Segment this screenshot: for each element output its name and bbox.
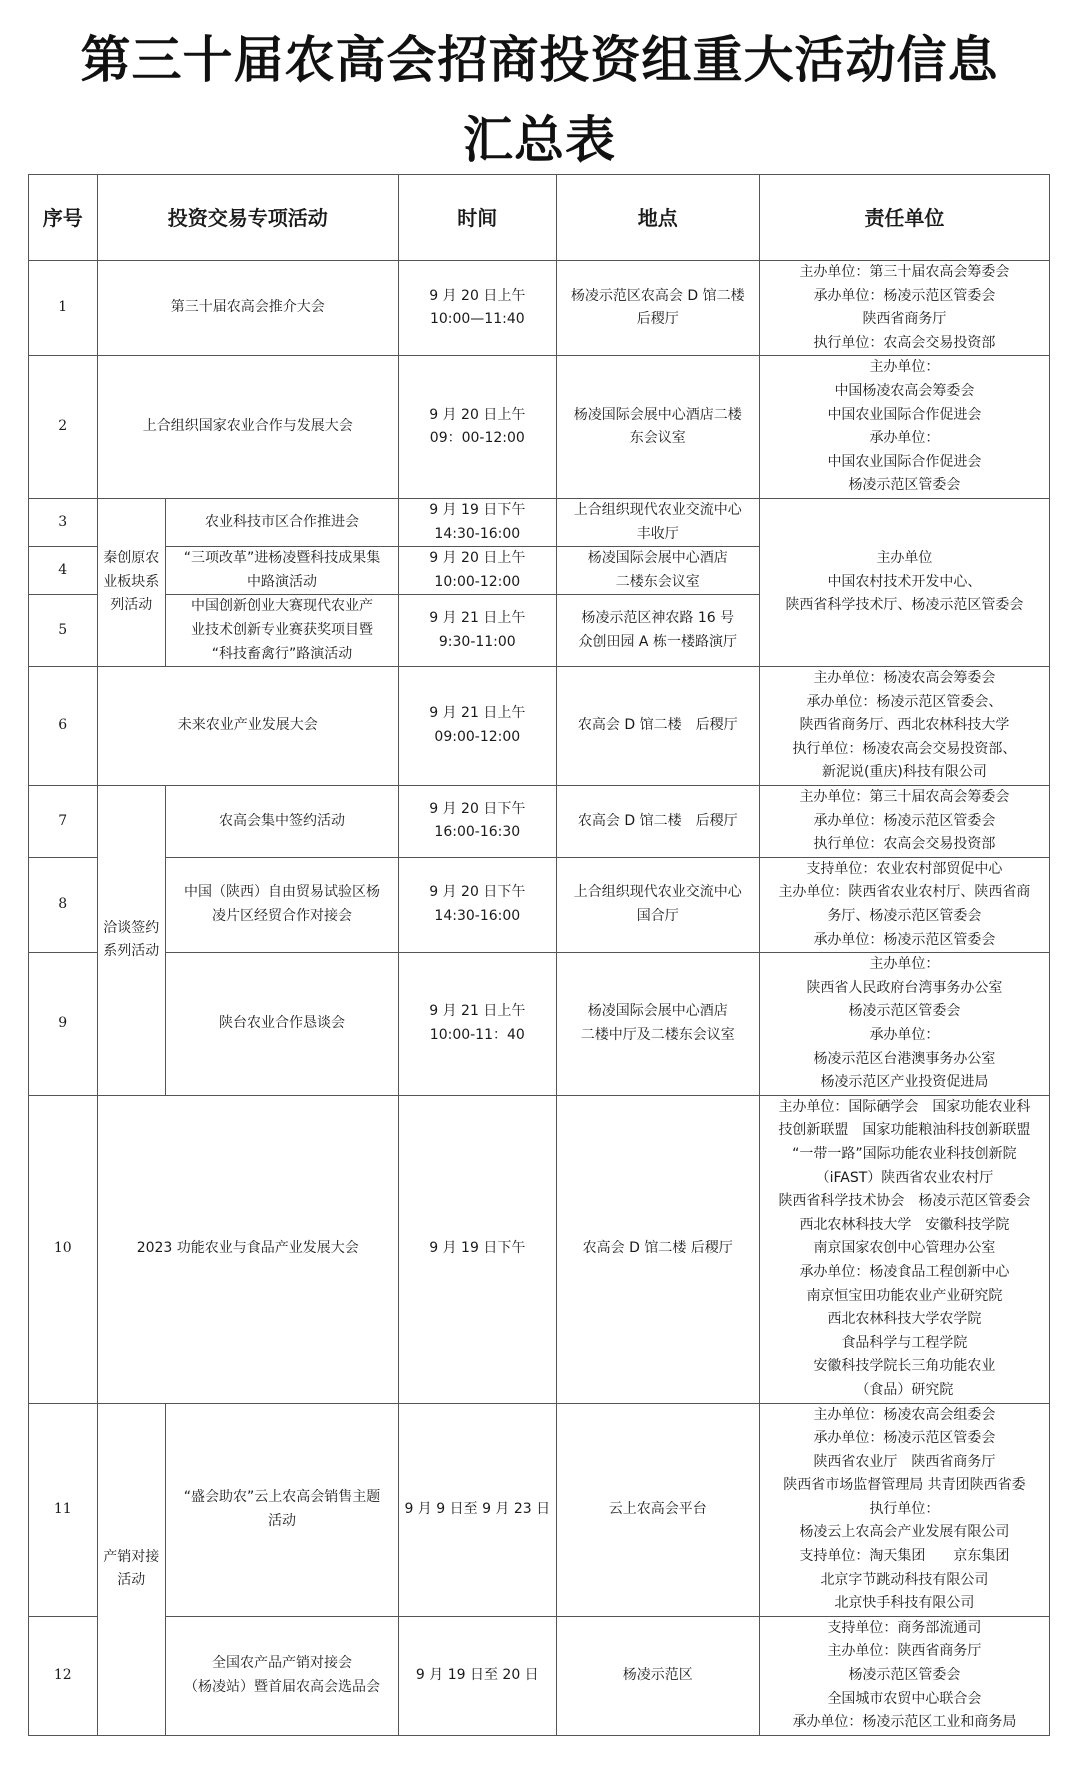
unit-line: 杨凌示范区产业投资促进局 <box>820 1074 989 1091</box>
responsible-units <box>759 1095 1049 1403</box>
activity-table <box>28 174 1050 1736</box>
place-line: 东会议室 <box>629 430 686 447</box>
activity-line: “盛会助农”云上农高会销售主题 <box>183 1489 381 1506</box>
activity-place <box>556 498 759 546</box>
unit-line: 执行单位：农高会交易投资部 <box>813 334 996 351</box>
row-number: 12 <box>29 1616 98 1735</box>
activity-time <box>399 261 557 356</box>
row-number: 5 <box>29 595 98 667</box>
unit-line: 主办单位：杨凌农高会筹委会 <box>813 670 996 687</box>
time-line: 10:00—11:40 <box>429 311 525 328</box>
group-label-line: 活动 <box>117 1572 146 1589</box>
activity-place <box>556 786 759 858</box>
place-line: 农高会 D 馆二楼 后稷厅 <box>582 1240 733 1257</box>
unit-line: 主办单位：陕西省商务厅 <box>827 1643 982 1660</box>
row-number: 2 <box>29 356 98 499</box>
table-row <box>29 498 1050 546</box>
activity-line: “科技畜禽行”路演活动 <box>211 645 353 662</box>
unit-line: 执行单位： <box>869 1500 940 1517</box>
header-place: 地点 <box>556 175 759 261</box>
unit-line: 南京恒宝田功能农业产业研究院 <box>806 1287 1003 1304</box>
activity-name <box>166 1403 399 1616</box>
time-line: 9 月 20 日上午 <box>429 287 526 304</box>
group-label <box>97 1403 166 1735</box>
activity-name: 未来农业产业发展大会 <box>97 667 398 786</box>
activity-name <box>166 786 399 858</box>
unit-line: 承办单位：杨凌示范区管委会 <box>813 287 996 304</box>
unit-line: 主办单位：第三十届农高会筹委会 <box>799 789 1010 806</box>
table-row <box>29 1095 1050 1403</box>
unit-line: 中国农业国际合作促进会 <box>827 453 982 470</box>
time-line: 10:00-11：40 <box>429 1027 525 1043</box>
activity-time <box>399 1403 557 1616</box>
unit-line: 支持单位：淘天集团 京东集团 <box>799 1548 1010 1565</box>
unit-line: 杨凌示范区管委会 <box>848 1667 961 1684</box>
time-line: 09：00-12:00 <box>429 430 525 447</box>
time-line: 9 月 19 日下午 <box>429 1240 526 1257</box>
activity-line: “三项改革”进杨凌暨科技成果集 <box>183 550 381 567</box>
unit-line: 西北农林科技大学 安徽科技学院 <box>799 1216 1010 1233</box>
unit-line: 主办单位： <box>869 956 940 973</box>
activity-place <box>556 1095 759 1403</box>
activity-line: 凌片区经贸合作对接会 <box>212 908 353 925</box>
responsible-units-shared <box>759 498 1049 666</box>
group-label-line: 秦创原农 <box>103 550 160 567</box>
time-line: 9 月 21 日上午 <box>429 1003 526 1020</box>
group-label-line: 列活动 <box>110 597 153 614</box>
table-row <box>29 786 1050 858</box>
activity-name <box>166 547 399 595</box>
time-line: 9 月 19 日至 20 日 <box>415 1667 539 1684</box>
time-line: 9:30-11:00 <box>438 633 516 650</box>
unit-line: 陕西省市场监督管理局 共青团陕西省委 <box>783 1477 1026 1494</box>
activity-place <box>556 1616 759 1735</box>
group-label-line: 产销对接 <box>103 1548 160 1565</box>
activity-line: 活动 <box>268 1512 297 1529</box>
unit-line: 承办单位：杨凌示范区管委会 <box>813 1430 996 1447</box>
unit-line: 承办单位： <box>869 430 940 447</box>
time-line: 9 月 9 日至 9 月 23 日 <box>404 1500 551 1517</box>
time-line: 9 月 21 日上午 <box>429 610 526 627</box>
unit-line: “一带一路”国际功能农业科技创新院 <box>792 1145 1017 1162</box>
unit-line: 杨凌示范区管委会 <box>848 1003 961 1020</box>
unit-line: 南京国家农创中心管理办公室 <box>813 1240 996 1257</box>
unit-line: 主办单位：国际硒学会 国家功能农业科 <box>778 1098 1031 1115</box>
page-title: 第三十届农高会招商投资组重大活动信息 <box>80 30 999 89</box>
activity-line: 农业科技市区合作推进会 <box>205 513 360 530</box>
unit-line: 安徽科技学院长三角功能农业 <box>813 1358 996 1375</box>
time-line: 16:00-16:30 <box>434 824 521 841</box>
unit-line: 中国农业国际合作促进会 <box>827 406 982 423</box>
place-line: 众创田园 A 栋一楼路演厅 <box>578 633 737 650</box>
time-line: 9 月 20 日下午 <box>429 884 526 901</box>
time-line: 09:00-12:00 <box>434 729 521 746</box>
place-line: 杨凌国际会展中心酒店 <box>587 550 728 567</box>
time-line: 9 月 20 日上午 <box>429 406 526 423</box>
group-label <box>97 786 166 1096</box>
table-row <box>29 1403 1050 1616</box>
responsible-units <box>759 786 1049 858</box>
unit-line: 支持单位：商务部流通司 <box>827 1619 982 1636</box>
place-line: 云上农高会平台 <box>608 1500 707 1517</box>
activity-place <box>556 356 759 499</box>
unit-line: 新泥说(重庆)科技有限公司 <box>821 764 987 781</box>
place-line: 杨凌示范区神农路 16 号 <box>581 610 735 627</box>
activity-name: 2023 功能农业与食品产业发展大会 <box>97 1095 398 1403</box>
place-line: 丰收厅 <box>636 525 679 542</box>
activity-time <box>399 1095 557 1403</box>
unit-line: 主办单位：杨凌农高会组委会 <box>813 1406 996 1423</box>
unit-line: 杨凌云上农高会产业发展有限公司 <box>799 1524 1010 1541</box>
activity-name: 第三十届农高会推介大会 <box>97 261 398 356</box>
unit-line: （iFAST）陕西省农业农村厅 <box>815 1169 994 1186</box>
row-number: 7 <box>29 786 98 858</box>
group-label-line: 业板块系 <box>103 573 160 590</box>
table-row <box>29 857 1050 952</box>
unit-line: 承办单位：杨凌食品工程创新中心 <box>799 1263 1010 1280</box>
unit-line: 杨凌示范区管委会 <box>848 477 961 494</box>
place-line: 杨凌示范区 <box>622 1667 693 1684</box>
activity-line: （杨凌站）暨首届农高会选品会 <box>184 1678 381 1695</box>
unit-line: 陕西省商务厅 <box>862 311 947 328</box>
activity-line: 业技术创新专业赛获奖项目暨 <box>191 621 374 638</box>
unit-line: （食品）研究院 <box>855 1381 954 1398</box>
group-label-line: 系列活动 <box>103 943 160 960</box>
responsible-units <box>759 1616 1049 1735</box>
activity-line: 陕台农业合作恳谈会 <box>219 1015 346 1032</box>
activity-name <box>166 953 399 1096</box>
time-line: 9 月 21 日上午 <box>429 705 526 722</box>
activity-place <box>556 261 759 356</box>
responsible-units <box>759 667 1049 786</box>
activity-place <box>556 953 759 1096</box>
activity-time <box>399 786 557 858</box>
activity-line: 全国农产品产销对接会 <box>212 1655 353 1672</box>
place-line: 国合厅 <box>636 908 679 925</box>
time-line: 14:30-16:00 <box>434 908 521 925</box>
activity-line: 中国创新创业大赛现代农业产 <box>191 598 374 615</box>
responsible-units <box>759 261 1049 356</box>
group-label-line: 洽谈签约 <box>103 919 160 936</box>
activity-place <box>556 667 759 786</box>
responsible-units <box>759 356 1049 499</box>
row-number: 1 <box>29 261 98 356</box>
group-label <box>97 498 166 666</box>
activity-place <box>556 857 759 952</box>
unit-line: 承办单位：杨凌示范区管委会 <box>813 812 996 829</box>
unit-line: 执行单位：杨凌农高会交易投资部、 <box>792 740 1017 757</box>
responsible-units <box>759 1403 1049 1616</box>
place-line: 农高会 D 馆二楼 后稷厅 <box>577 812 738 829</box>
responsible-units <box>759 857 1049 952</box>
row-number: 4 <box>29 547 98 595</box>
unit-line: 西北农林科技大学农学院 <box>827 1311 982 1328</box>
table-row <box>29 261 1050 356</box>
activity-time <box>399 547 557 595</box>
time-line: 10:00-12:00 <box>434 573 521 590</box>
place-line: 后稷厅 <box>636 311 679 328</box>
place-line: 杨凌国际会展中心酒店二楼 <box>573 406 742 423</box>
unit-line: 杨凌示范区台港澳事务办公室 <box>813 1050 996 1067</box>
activity-place <box>556 1403 759 1616</box>
time-line: 14:30-16:00 <box>434 525 521 542</box>
unit-line: 承办单位：杨凌示范区管委会 <box>813 931 996 948</box>
place-line: 杨凌国际会展中心酒店 <box>587 1003 728 1020</box>
header-no: 序号 <box>29 175 98 261</box>
place-line: 上合组织现代农业交流中心 <box>573 501 742 518</box>
time-line: 9 月 20 日下午 <box>429 800 526 817</box>
place-line: 杨凌示范区农高会 D 馆二楼 <box>570 287 745 304</box>
activity-name <box>166 857 399 952</box>
activity-time <box>399 857 557 952</box>
row-number: 9 <box>29 953 98 1096</box>
activity-name <box>166 595 399 667</box>
table-row <box>29 667 1050 786</box>
place-line: 上合组织现代农业交流中心 <box>573 884 742 901</box>
table-row <box>29 356 1050 499</box>
place-line: 农高会 D 馆二楼 后稷厅 <box>577 717 738 734</box>
unit-line: 执行单位：农高会交易投资部 <box>813 836 996 853</box>
unit-line: 中国杨凌农高会筹委会 <box>834 382 975 399</box>
activity-time <box>399 953 557 1096</box>
unit-line: 主办单位 <box>876 550 933 567</box>
header-row <box>29 175 1050 261</box>
unit-line: 陕西省农业厅 陕西省商务厅 <box>813 1453 996 1470</box>
activity-line: 中国（陕西）自由贸易试验区杨 <box>184 884 381 901</box>
table-row <box>29 1616 1050 1735</box>
unit-line: 陕西省科学技术协会 杨凌示范区管委会 <box>778 1193 1031 1210</box>
unit-line: 陕西省科学技术厅、杨凌示范区管委会 <box>785 597 1024 614</box>
responsible-units <box>759 953 1049 1096</box>
activity-name <box>166 1616 399 1735</box>
activity-time <box>399 498 557 546</box>
unit-line: 食品科学与工程学院 <box>841 1334 968 1351</box>
unit-line: 主办单位： <box>869 359 940 376</box>
header-unit: 责任单位 <box>759 175 1049 261</box>
unit-line: 陕西省人民政府台湾事务办公室 <box>806 979 1003 996</box>
activity-line: 农高会集中签约活动 <box>219 812 346 829</box>
unit-line: 北京快手科技有限公司 <box>834 1595 975 1612</box>
unit-line: 主办单位：陕西省农业农村厅、陕西省商 <box>778 884 1031 901</box>
activity-time <box>399 667 557 786</box>
time-line: 9 月 19 日下午 <box>429 501 526 518</box>
header-time: 时间 <box>399 175 557 261</box>
unit-line: 承办单位：杨凌示范区管委会、 <box>806 693 1003 710</box>
table-row <box>29 953 1050 1096</box>
unit-line: 全国城市农贸中心联合会 <box>827 1690 982 1707</box>
row-number: 8 <box>29 857 98 952</box>
unit-line: 承办单位： <box>869 1027 940 1043</box>
activity-time <box>399 595 557 667</box>
unit-line: 支持单位：农业农村部贸促中心 <box>806 860 1003 877</box>
row-number: 11 <box>29 1403 98 1616</box>
unit-line: 中国农村技术开发中心、 <box>827 573 982 590</box>
activity-place <box>556 595 759 667</box>
place-line: 二楼东会议室 <box>615 573 700 590</box>
header-activity: 投资交易专项活动 <box>97 175 398 261</box>
place-line: 二楼中厅及二楼东会议室 <box>580 1027 735 1043</box>
unit-line: 技创新联盟 国家功能粮油科技创新联盟 <box>778 1122 1031 1139</box>
unit-line: 务厅、杨凌示范区管委会 <box>827 908 982 925</box>
row-number: 3 <box>29 498 98 546</box>
activity-line: 中路演活动 <box>247 573 318 590</box>
unit-line: 主办单位：第三十届农高会筹委会 <box>799 264 1010 280</box>
unit-line: 北京字节跳动科技有限公司 <box>820 1571 989 1588</box>
activity-time <box>399 1616 557 1735</box>
time-line: 9 月 20 日上午 <box>429 550 526 567</box>
activity-place <box>556 547 759 595</box>
unit-line: 承办单位：杨凌示范区工业和商务局 <box>792 1714 1017 1731</box>
activity-time <box>399 356 557 499</box>
unit-line: 陕西省商务厅、西北农林科技大学 <box>799 717 1010 734</box>
activity-name: 上合组织国家农业合作与发展大会 <box>97 356 398 499</box>
activity-name <box>166 498 399 546</box>
row-number: 6 <box>29 667 98 786</box>
page-subtitle: 汇总表 <box>463 110 616 169</box>
row-number: 10 <box>29 1095 98 1403</box>
